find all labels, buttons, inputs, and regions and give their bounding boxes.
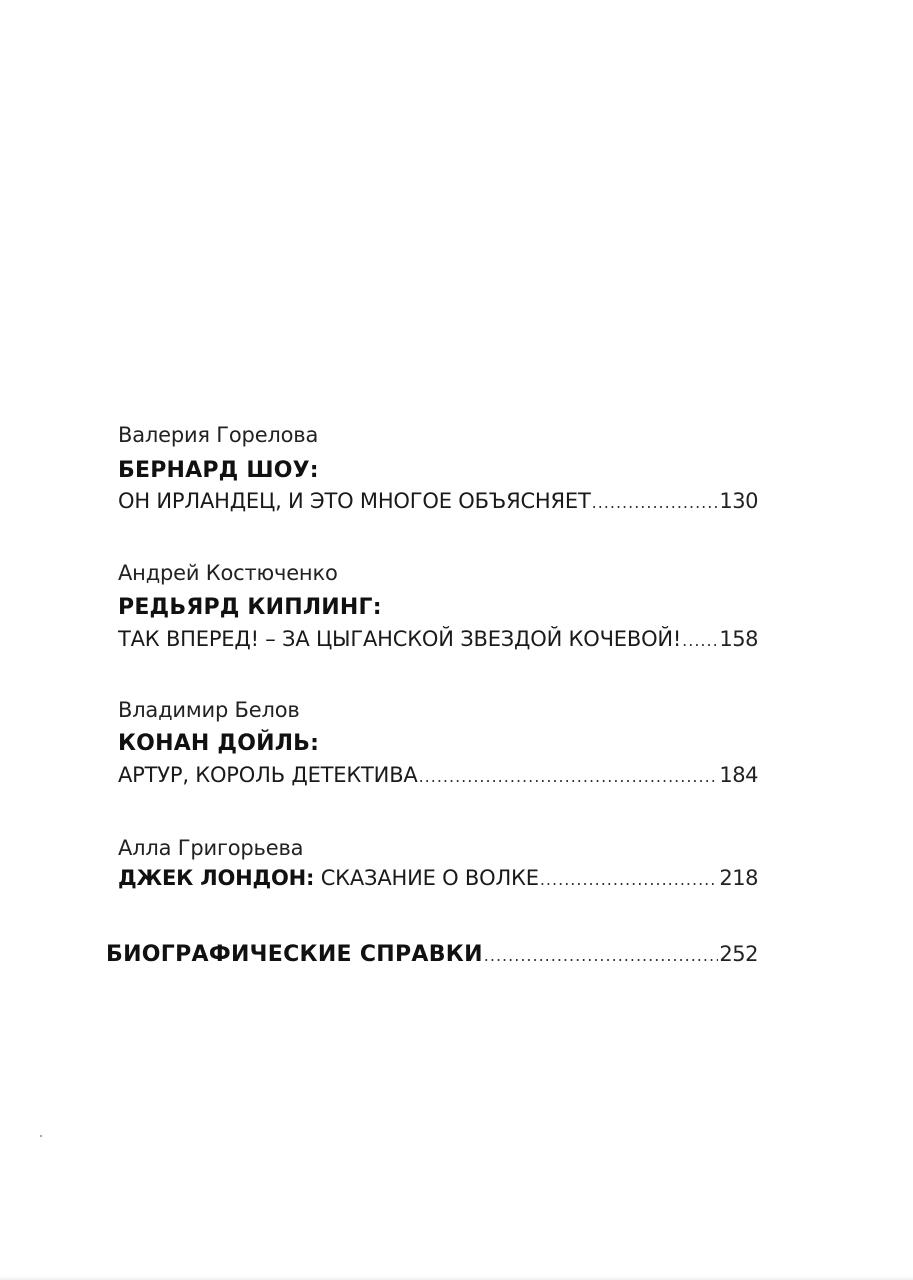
dot-leader xyxy=(540,872,719,888)
entry-subject-name: ДЖЕК ЛОНДОН: xyxy=(118,866,315,890)
entry-subject-name: КОНАН ДОЙЛЬ: xyxy=(118,731,320,756)
page-bottom-edge xyxy=(0,1276,913,1280)
entry-author: Валерия Горелова xyxy=(118,423,319,447)
entry-title-line xyxy=(118,868,539,889)
dot-leader xyxy=(682,633,718,649)
page-number: 158 xyxy=(719,627,758,651)
entry-author: Владимир Белов xyxy=(118,698,300,722)
entry-subject-name: БЕРНАРД ШОУ: xyxy=(118,458,319,483)
page-number: 252 xyxy=(719,942,758,966)
page-number: 130 xyxy=(719,489,758,513)
entry-title: ОН ИРЛАНДЕЦ, И ЭТО МНОГОЕ ОБЪЯСНЯЕТ xyxy=(118,489,591,513)
entry-author: Алла Григорьева xyxy=(118,836,304,860)
entry-author: Андрей Костюченко xyxy=(118,561,338,585)
toc-entry[interactable] xyxy=(118,765,758,786)
dot-leader xyxy=(419,769,719,785)
entry-title: ТАК ВПЕРЕД! – ЗА ЦЫГАНСКОЙ ЗВЕЗДОЙ КОЧЕВОЙ! xyxy=(118,627,682,651)
entry-title: СКАЗАНИЕ О ВОЛКЕ xyxy=(320,866,539,890)
toc-entry[interactable] xyxy=(118,491,758,512)
toc-entry-appendix[interactable] xyxy=(106,944,758,966)
entry-subject-name: РЕДЬЯРД КИПЛИНГ: xyxy=(118,595,382,620)
scan-speck xyxy=(40,1135,42,1137)
toc-entry[interactable] xyxy=(118,629,758,650)
page-number: 184 xyxy=(719,763,758,787)
page-number: 218 xyxy=(719,866,758,890)
entry-title: АРТУР, КОРОЛЬ ДЕТЕКТИВА xyxy=(118,763,418,787)
dot-leader xyxy=(484,948,719,964)
dot-leader xyxy=(592,495,719,511)
toc-entry[interactable] xyxy=(118,868,758,889)
appendix-title: БИОГРАФИЧЕСКИЕ СПРАВКИ xyxy=(106,942,483,967)
